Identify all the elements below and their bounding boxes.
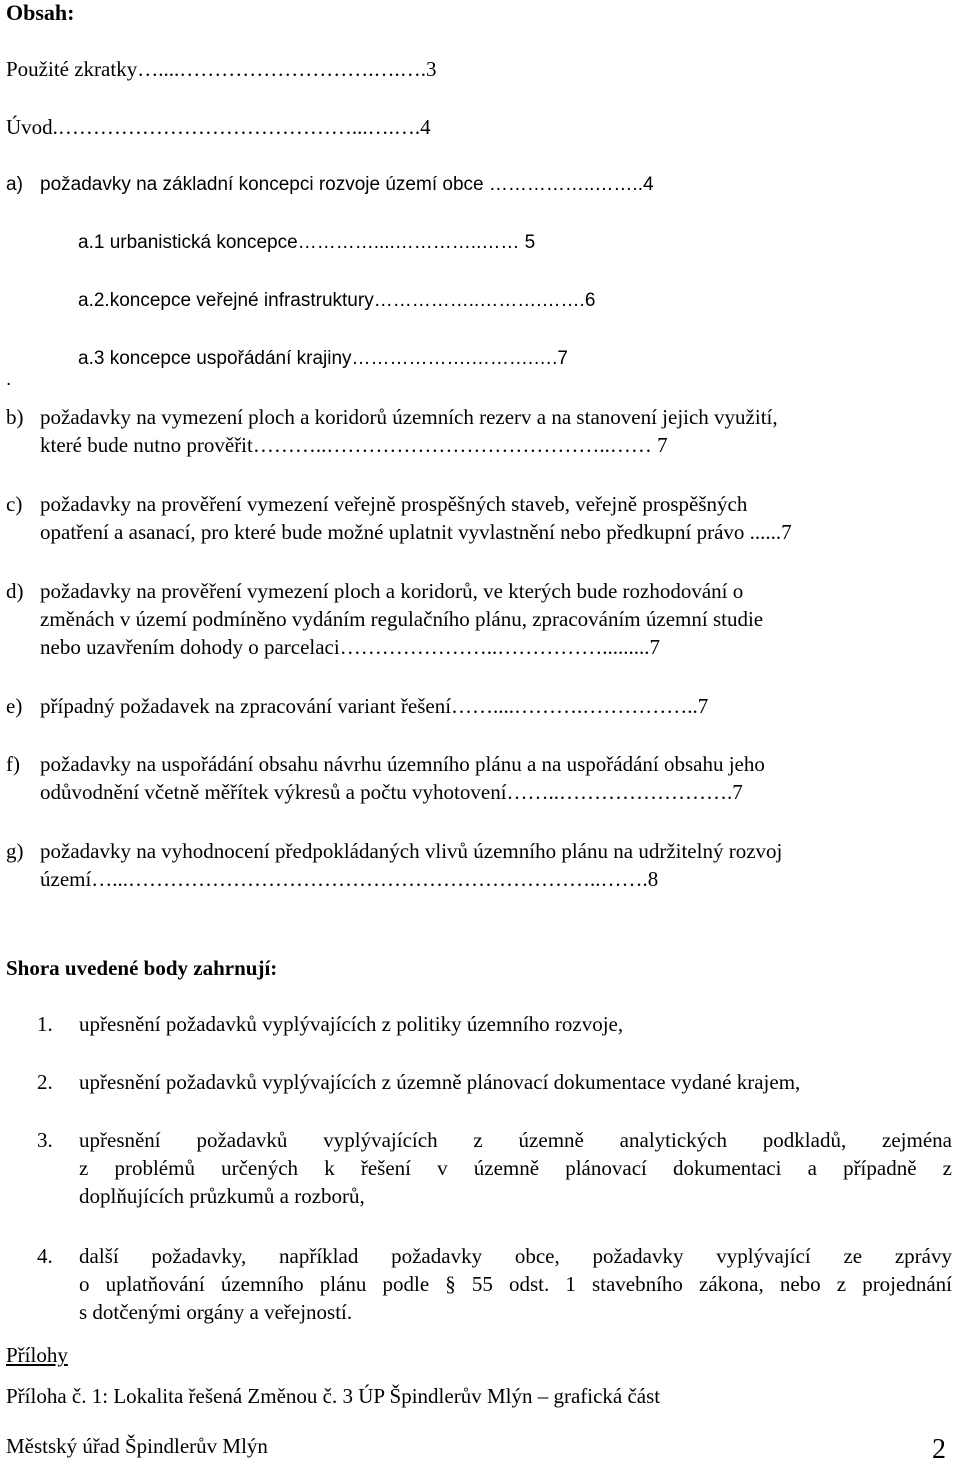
- toc-text: [40, 581, 912, 665]
- toc-line: opatření a asanací, pro které bude možné uplatnit vyvlastnění nebo předkupní právo ......7: [40, 520, 792, 544]
- toc-subentry-a1: a.1 urbanistická koncepce…………....…………..…… 5: [78, 232, 536, 253]
- toc-letter: e): [6, 694, 23, 718]
- toc-subentry-a2: a.2.koncepce veřejné infrastruktury……………..……….…….6: [78, 290, 596, 311]
- toc-letter: g): [6, 839, 24, 863]
- list-text: [79, 1072, 952, 1100]
- toc-line: požadavky na vyhodnocení předpokládaných vlivů územního plánu na udržitelný rozvoj: [40, 839, 783, 863]
- list-text: [79, 1130, 952, 1214]
- list-number: 3.: [37, 1128, 53, 1152]
- page-number: 2: [932, 1434, 946, 1465]
- stray-dot: .: [6, 369, 12, 390]
- toc-letter: a): [6, 174, 23, 195]
- list-line: upřesnění požadavků vyplývajících z územně analytických podkladů, zejména: [79, 1128, 952, 1152]
- toc-line: požadavky na prověření vymezení ploch a koridorů, ve kterých bude rozhodování o: [40, 579, 744, 603]
- toc-line: odůvodnění včetně měřítek výkresů a počtu vyhotovení……..…………………….7: [40, 780, 743, 804]
- toc-text: [40, 407, 912, 463]
- attachments-heading: Přílohy: [6, 1343, 68, 1367]
- toc-letter: f): [6, 752, 20, 776]
- list-line: z problémů určených k řešení v územně plánovací dokumentaci a případně z: [79, 1156, 952, 1180]
- toc-text: požadavky na základní koncepci rozvoje území obce ……………..……..4: [40, 174, 654, 195]
- toc-letter: c): [6, 492, 23, 516]
- list-line: upřesnění požadavků vyplývajících z územně plánovací dokumentace vydané krajem,: [79, 1070, 801, 1094]
- toc-line: požadavky na uspořádání obsahu návrhu územního plánu a na uspořádání obsahu jeho: [40, 752, 765, 776]
- list-number: 4.: [37, 1244, 53, 1268]
- list-line: upřesnění požadavků vyplývajících z politiky územního rozvoje,: [79, 1012, 624, 1036]
- list-text: [79, 1246, 952, 1330]
- toc-letter: b): [6, 405, 24, 429]
- toc-line: změnách v území podmíněno vydáním regulačního plánu, zpracováním územní studie: [40, 607, 764, 631]
- toc-text: případný požadavek na zpracování variant řešení……....……….……………..7: [40, 694, 709, 718]
- toc-line: území…...…………………………………………………………..…….8: [40, 867, 659, 891]
- toc-line: které bude nutno prověřit………..…………………………………..…… 7: [40, 433, 668, 457]
- toc-line: požadavky na prověření vymezení veřejně prospěšných staveb, veřejně prospěšných: [40, 492, 748, 516]
- toc-intro: Úvod.……………………………………...….….4: [6, 115, 431, 139]
- toc-line: požadavky na vymezení ploch a koridorů územních rezerv a na stanovení jejich využití,: [40, 405, 778, 429]
- toc-subentry-a3: a.3 koncepce uspořádání krajiny……………….……….….7: [78, 348, 568, 369]
- page-title: Obsah:: [6, 0, 75, 25]
- footer-office: Městský úřad Špindlerův Mlýn: [6, 1434, 268, 1458]
- list-line: o uplatňování územního plánu podle § 55 odst. 1 stavebního zákona, nebo z projednání: [79, 1272, 952, 1296]
- toc-abbreviations: Použité zkratky…....……………………….….….3: [6, 57, 437, 81]
- list-line: další požadavky, například požadavky obce, požadavky vyplývající ze zprávy: [79, 1244, 952, 1268]
- toc-letter: d): [6, 579, 24, 603]
- toc-text: [40, 841, 912, 897]
- toc-text: [40, 494, 912, 550]
- toc-text: [40, 754, 912, 810]
- attachment-item: Příloha č. 1: Lokalita řešená Změnou č. 3 ÚP Špindlerův Mlýn – grafická část: [6, 1384, 661, 1408]
- list-line: s dotčenými orgány a veřejností.: [79, 1300, 353, 1324]
- list-number: 2.: [37, 1070, 53, 1094]
- section-heading: Shora uvedené body zahrnují:: [6, 956, 278, 980]
- toc-line: nebo uzavřením dohody o parcelaci…………………..…………….........7: [40, 635, 660, 659]
- list-number: 1.: [37, 1012, 53, 1036]
- list-line: doplňujících průzkumů a rozborů,: [79, 1184, 365, 1208]
- list-text: [79, 1014, 952, 1042]
